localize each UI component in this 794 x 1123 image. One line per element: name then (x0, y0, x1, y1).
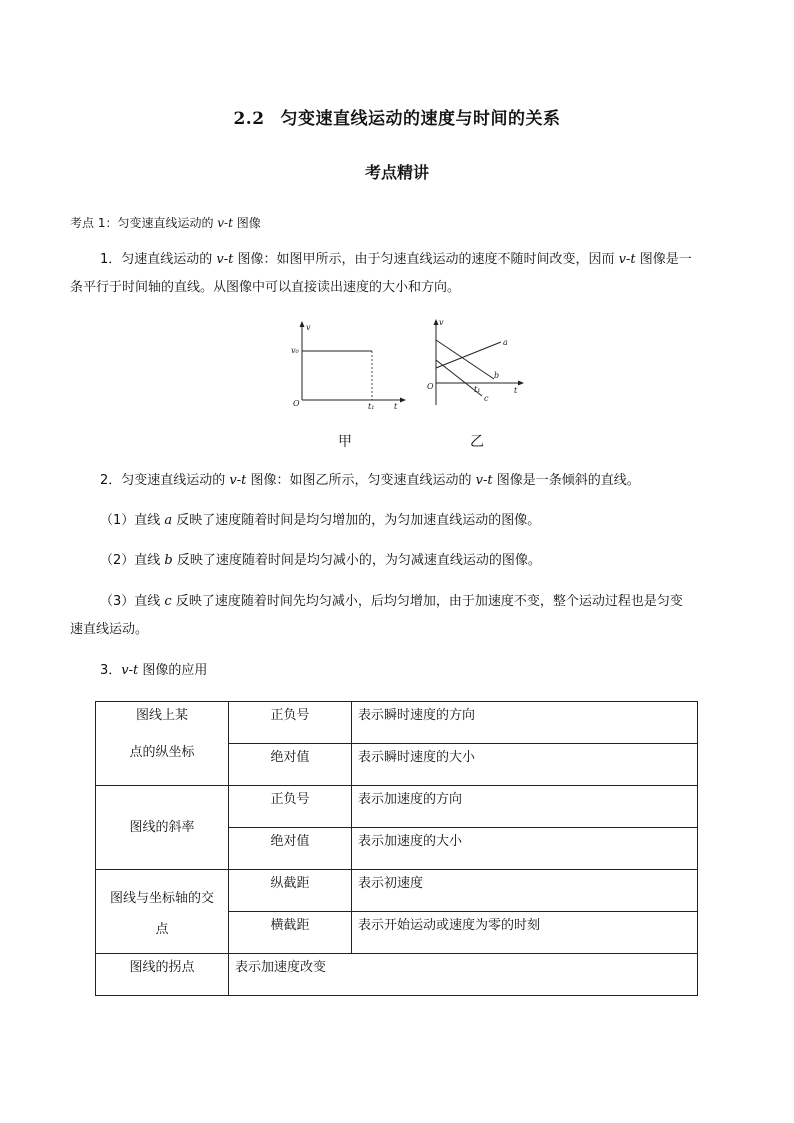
table-cell: 表示加速度的方向 (352, 786, 698, 828)
t-axis-arrow (518, 381, 524, 386)
table-cell: 绝对值 (229, 744, 352, 786)
sub-item-3-line-1: （3）直线 c 反映了速度随着时间先均匀减小，后均匀增加，由于加速度不变，整个运动过程也是匀变 (100, 594, 683, 609)
table-row (96, 786, 698, 828)
v0-label: v₀ (291, 346, 299, 355)
table-cell: 横截距 (229, 912, 352, 954)
row-head-intercepts: 图线与坐标轴的交 点 (96, 870, 229, 954)
figure-uniform-motion (288, 315, 408, 415)
line-a-label: a (503, 338, 508, 347)
figure-caption-yi: 乙 (470, 434, 484, 450)
table-cell: 表示加速度的大小 (352, 828, 698, 870)
row-head-slope: 图线的斜率 (96, 786, 229, 870)
sub-item-1: （1）直线 a 反映了速度随着时间是均匀增加的，为匀加速直线运动的图像。 (100, 513, 541, 528)
sub-item-2: （2）直线 b 反映了速度随着时间是均匀减小的，为匀减速直线运动的图像。 (100, 553, 541, 568)
figure-uniformly-accelerated (424, 315, 534, 407)
table-cell: 正负号 (229, 786, 352, 828)
row-head-turning-point: 图线的拐点 (96, 954, 229, 996)
table-cell: 表示瞬时速度的大小 (352, 744, 698, 786)
sub-item-3-line-2: 速直线运动。 (70, 622, 149, 637)
t1-label: t₁ (474, 385, 481, 394)
page-title (0, 104, 794, 129)
table-row (96, 954, 698, 996)
point-1-heading: 考点 1：匀变速直线运动的 v-t 图像 (70, 216, 261, 230)
line-b (436, 340, 494, 379)
item-3-heading: 3．v-t 图像的应用 (100, 663, 208, 678)
t-axis-label: t (394, 402, 398, 411)
t1-label: t₁ (368, 402, 375, 411)
table-cell: 纵截距 (229, 870, 352, 912)
v-axis-label: v (306, 323, 311, 332)
table-row (96, 702, 698, 744)
table-cell: 绝对值 (229, 828, 352, 870)
t-axis-label: t (514, 386, 518, 395)
row-head-vertical-coordinate: 图线上某 点的纵坐标 (96, 702, 229, 786)
table-cell: 表示加速度改变 (229, 954, 698, 996)
origin-label: O (427, 382, 434, 391)
table-cell: 表示瞬时速度的方向 (352, 702, 698, 744)
table-row (96, 870, 698, 912)
origin-label: O (293, 399, 300, 408)
table-cell: 表示初速度 (352, 870, 698, 912)
page-subtitle: 考点精讲 (364, 163, 429, 182)
figure-caption-jia: 甲 (338, 434, 352, 450)
line-c-label: c (484, 394, 489, 403)
v-axis-label: v (439, 318, 444, 327)
section-title: 匀变速直线运动的速度与时间的关系 (280, 109, 561, 129)
section-number: 2.2 (233, 109, 265, 129)
line-a (436, 342, 501, 368)
table-cell: 表示开始运动或速度为零的时刻 (352, 912, 698, 954)
item-1-line-2: 条平行于时间轴的直线。从图像中可以直接读出速度的大小和方向。 (70, 280, 461, 295)
vt-graph-applications-table (95, 701, 698, 996)
item-2-text: 2．匀变速直线运动的 v-t 图像：如图乙所示，匀变速直线运动的 v-t 图像是一条倾斜的直线。 (100, 473, 640, 488)
v-axis-arrow (300, 321, 305, 327)
t-axis-arrow (400, 398, 406, 403)
v-axis-arrow (434, 319, 439, 325)
line-b-label: b (494, 371, 500, 380)
table-cell: 正负号 (229, 702, 352, 744)
item-1-line-1: 1．匀速直线运动的 v-t 图像：如图甲所示，由于匀速直线运动的速度不随时间改变，因而 v-t 图像是一 (100, 252, 692, 267)
